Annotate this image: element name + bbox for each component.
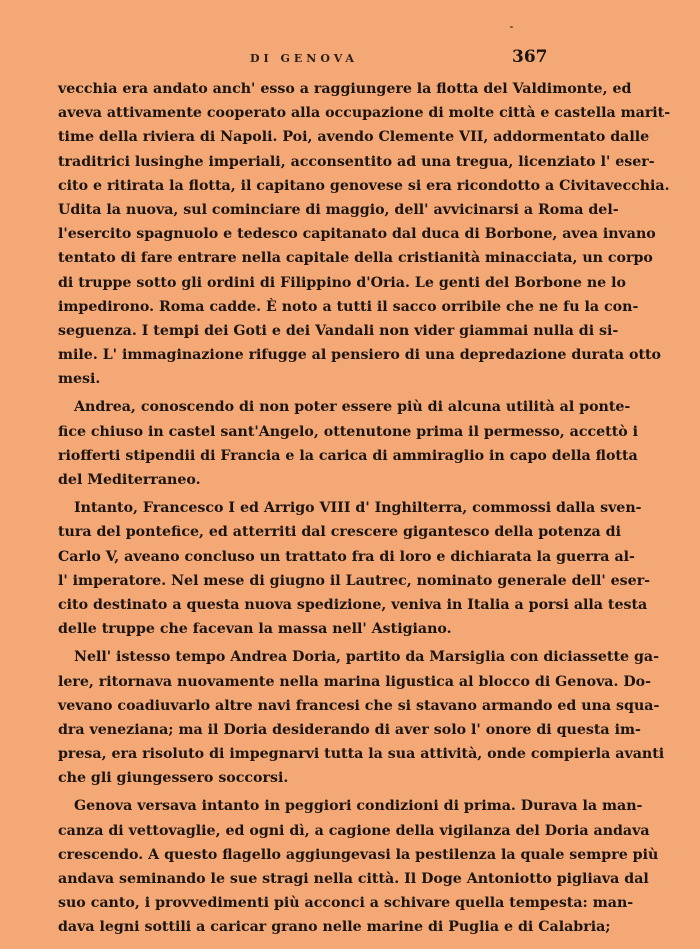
paragraph bbox=[58, 395, 639, 492]
text-line: crescendo. A questo flagello aggiungevasi la pestilenza la quale sempre più bbox=[58, 846, 659, 863]
paragraph bbox=[58, 794, 659, 939]
text-line: Intanto, Francesco I ed Arrigo VIII d' Inghilterra, commossi dalla sven- bbox=[74, 500, 642, 517]
text-line: suo canto, i provvedimenti più acconci a schivare quella tempesta: man- bbox=[58, 895, 634, 912]
text-line: presa, era risoluto di impegnarvi tutta la sua attività, onde compierla avanti bbox=[58, 746, 665, 763]
text-line: canza di vettovaglie, ed ogni dì, a cagione della vigilanza del Doria andava bbox=[58, 822, 650, 839]
text-line: riofferti stipendii di Francia e la carica di ammiraglio in capo della flotta bbox=[58, 447, 638, 464]
text-line: delle truppe che facevan la massa nell' Astigiano. bbox=[58, 621, 452, 638]
text-line: Udita la nuova, sul cominciare di maggio, dell' avvicinarsi a Roma del- bbox=[58, 201, 619, 218]
text-line: mile. L' immaginazione rifugge al pensiero di una depredazione durata otto bbox=[58, 347, 662, 364]
text-line: l' imperatore. Nel mese di giugno il Lautrec, nominato generale dell' eser- bbox=[58, 572, 651, 589]
text-line: di truppe sotto gli ordini di Filippino d'Oria. Le genti del Borbone ne lo bbox=[58, 274, 626, 291]
text-line: traditrici lusinghe imperiali, acconsentito ad una tregua, licenziato l' eser- bbox=[58, 153, 655, 170]
text-line: lere, ritornava nuovamente nella marina ligustica al blocco di Genova. Do- bbox=[58, 673, 652, 690]
text-line: aveva attivamente cooperato alla occupazione di molte città e castella marit- bbox=[58, 105, 671, 122]
text-line: fice chiuso in castel sant'Angelo, ottenutone prima il permesso, accettò i bbox=[58, 423, 639, 440]
text-line: impedirono. Roma cadde. È noto a tutti il sacco orribile che ne fu la con- bbox=[58, 298, 639, 315]
text-line: Carlo V, aveano concluso un trattato fra di loro e dichiarata la guerra al- bbox=[58, 548, 635, 565]
text-line: Nell' istesso tempo Andrea Doria, partito da Marsiglia con diciassette ga- bbox=[74, 649, 659, 666]
text-line: vecchia era andato anch' esso a raggiungere la flotta del Valdimonte, ed bbox=[58, 81, 632, 97]
text-line: tentato di fare entrare nella capitale della cristianità minacciata, un corpo bbox=[58, 250, 653, 267]
paragraph bbox=[58, 77, 671, 391]
text-line: cito destinato a questa nuova spedizione, veniva in Italia a porsi alla testa bbox=[58, 596, 648, 613]
text-line: del Mediterraneo. bbox=[58, 472, 201, 488]
page-number: 367 bbox=[512, 47, 548, 67]
text-line: cito e ritirata la flotta, il capitano genovese si era ricondotto a Civitavecchia. bbox=[58, 177, 670, 194]
text-line: mesi. bbox=[58, 371, 101, 388]
text-line: time della riviera di Napoli. Poi, avendo Clemente VII, addormentato dalle bbox=[58, 129, 650, 146]
text-line: vevano coadiuvarlo altre navi francesi che si stavano armando ed una squa- bbox=[58, 697, 660, 714]
text-line: seguenza. I tempi dei Goti e dei Vandali non vider giammai nulla di si- bbox=[58, 322, 619, 339]
body-text bbox=[58, 77, 671, 940]
paragraph bbox=[58, 496, 651, 641]
text-line: andava seminando le sue stragi nella città. Il Doge Antoniotto pigliava dal bbox=[58, 871, 649, 887]
text-line: dava legni sottili a caricar grano nelle marine di Puglia e di Calabria; bbox=[58, 919, 611, 936]
text-line: che gli giungessero soccorsi. bbox=[58, 770, 289, 787]
text-line: tura del pontefice, ed atterriti dal crescere gigantesco della potenza di bbox=[58, 524, 621, 541]
text-line: l'esercito spagnuolo e tedesco capitanato dal duca di Borbone, avea invano bbox=[58, 226, 656, 243]
text-line: Andrea, conoscendo di non poter essere più di alcuna utilità al ponte- bbox=[74, 399, 631, 416]
running-title: DI GENOVA bbox=[250, 52, 358, 65]
text-line: Genova versava intanto in peggiori condizioni di prima. Durava la man- bbox=[74, 798, 643, 815]
text-line: dra veneziana; ma il Doria desiderando di aver solo l' onore di questa im- bbox=[58, 721, 641, 738]
paper-speck bbox=[510, 26, 513, 28]
paragraph bbox=[58, 645, 665, 790]
